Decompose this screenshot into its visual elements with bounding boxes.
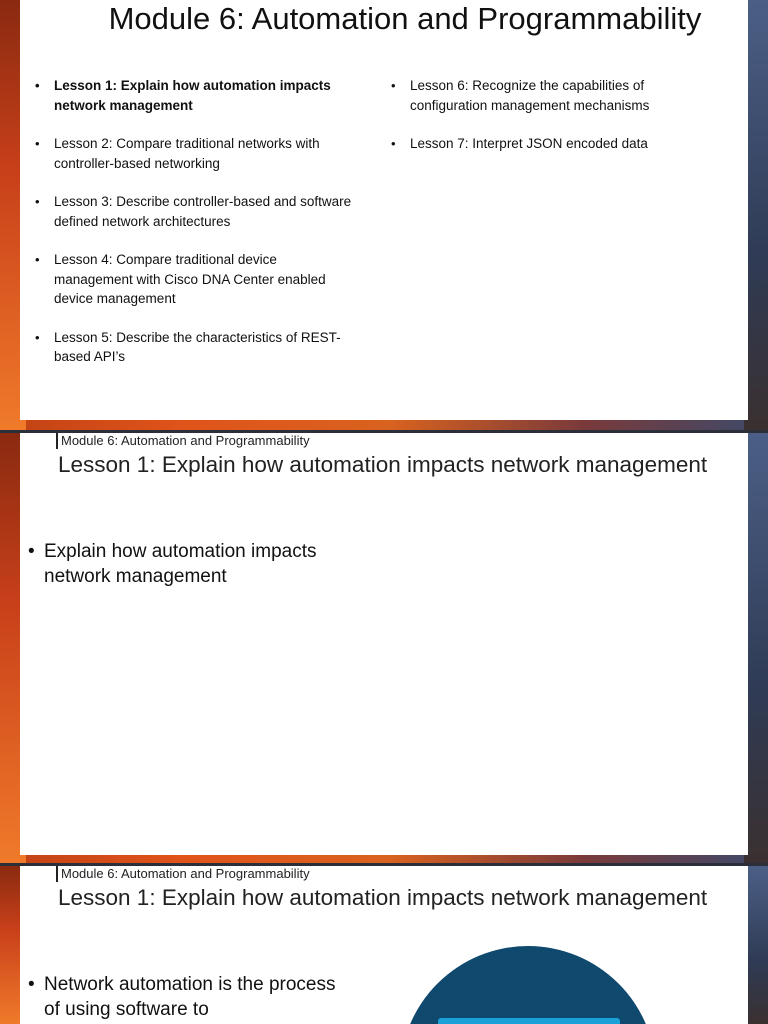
graphic-bar xyxy=(438,1018,620,1024)
lesson-list-left xyxy=(35,76,355,386)
lesson-item: • Lesson 2: Compare traditional networks with controller-based networking xyxy=(35,134,355,173)
slide-3 xyxy=(0,866,768,1024)
slide-1-panel xyxy=(20,0,748,420)
lesson-title: Lesson 1: Explain how automation impacts network management xyxy=(58,452,708,477)
lesson-title: Lesson 1: Explain how automation impacts network management xyxy=(58,885,708,910)
lesson-item: • Lesson 5: Describe the characteristics of REST-based API’s xyxy=(35,328,355,367)
lesson-item: • Lesson 7: Interpret JSON encoded data xyxy=(391,134,691,154)
automation-graphic xyxy=(400,946,656,1024)
lesson-list-right xyxy=(391,76,691,173)
lesson-item: • Lesson 1: Explain how automation impacts network management xyxy=(35,76,355,115)
slide-2 xyxy=(0,433,768,863)
slide-1 xyxy=(0,0,768,430)
bullet-text: • Explain how automation impacts network management xyxy=(28,539,344,589)
lesson-item: • Lesson 3: Describe controller-based and software defined network architectures xyxy=(35,192,355,231)
lesson-item: • Lesson 6: Recognize the capabilities of configuration management mechanisms xyxy=(391,76,691,115)
bullet-text: • Network automation is the process of using software to xyxy=(28,972,344,1022)
module-label: Module 6: Automation and Programmability xyxy=(56,866,310,882)
lesson-item: • Lesson 4: Compare traditional device management with Cisco DNA Center enabled device management xyxy=(35,250,355,309)
module-label: Module 6: Automation and Programmability xyxy=(56,433,310,449)
slide-title: Module 6: Automation and Programmability xyxy=(108,1,702,36)
slide-2-panel xyxy=(20,433,748,855)
slide-3-panel xyxy=(20,866,748,1024)
